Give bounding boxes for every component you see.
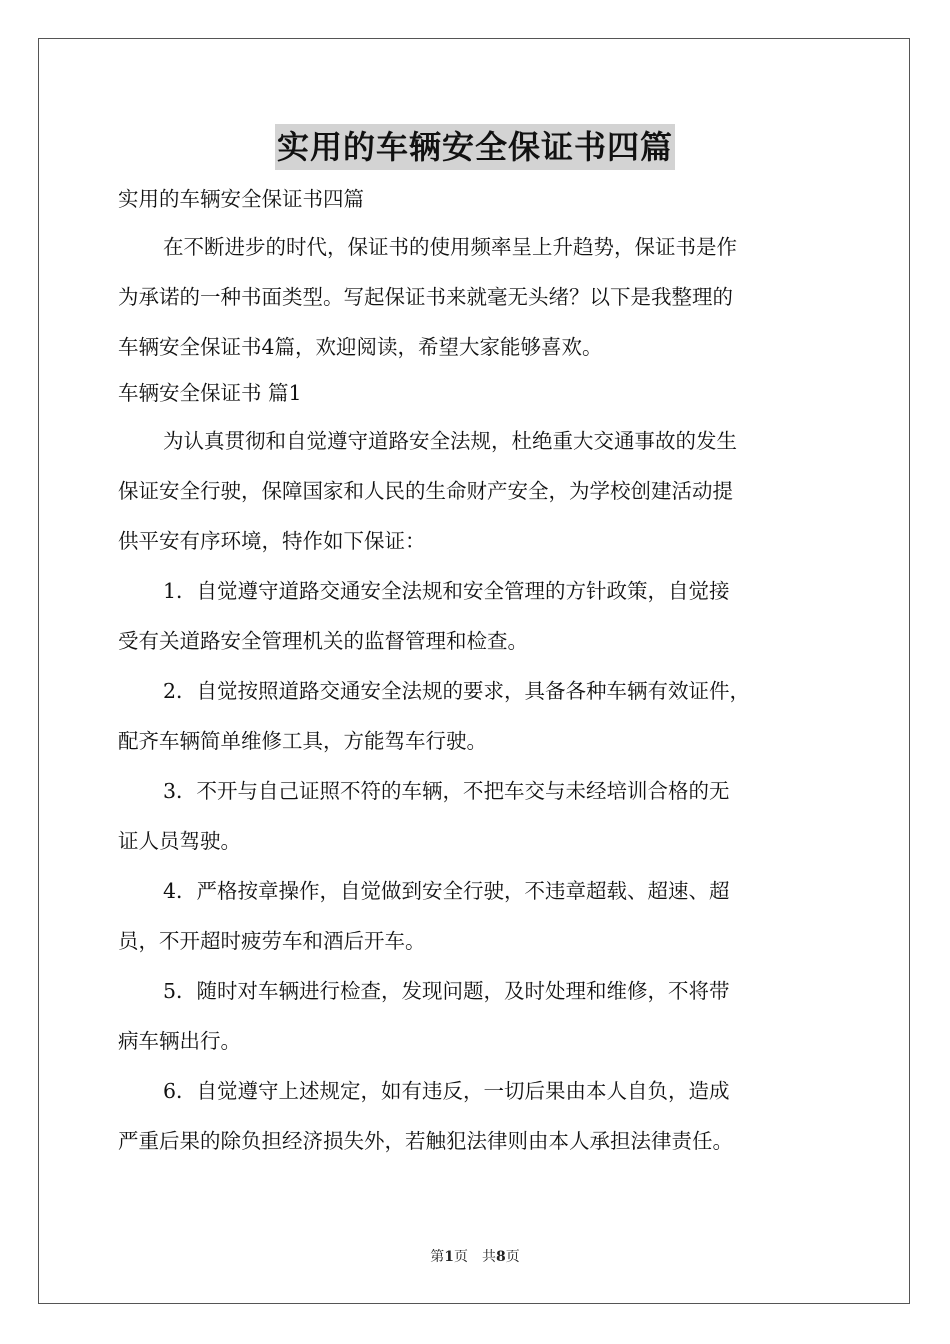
document-title: 实用的车辆安全保证书四篇 (275, 124, 675, 170)
subtitle: 实用的车辆安全保证书四篇 (118, 187, 364, 211)
text-line: 为承诺的一种书面类型。写起保证书来就毫无头绪？以下是我整理的 (118, 285, 733, 309)
intro-paragraph (118, 222, 834, 372)
text-line: 受有关道路安全管理机关的监督管理和检查。 (118, 629, 528, 653)
text-line: 在不断进步的时代，保证书的使用频率呈上升趋势，保证书是作 (163, 235, 737, 259)
text-line: 5．随时对车辆进行检查，发现问题，及时处理和维修，不将带 (163, 979, 730, 1003)
text-line: 车辆安全保证书4篇，欢迎阅读，希望大家能够喜欢。 (118, 335, 603, 359)
paragraph (118, 1066, 834, 1166)
text-line: 供平安有序环境，特作如下保证： (118, 529, 426, 553)
paragraph (118, 566, 834, 666)
paragraph (118, 416, 834, 566)
text-line: 保证安全行驶，保障国家和人民的生命财产安全，为学校创建活动提 (118, 479, 733, 503)
text-line: 2．自觉按照道路交通安全法规的要求，具备各种车辆有效证件， (163, 679, 751, 703)
text-line: 病车辆出行。 (118, 1029, 241, 1053)
text-line: 严重后果的除负担经济损失外，若触犯法律则由本人承担法律责任。 (118, 1129, 733, 1153)
text-line: 6．自觉遵守上述规定，如有违反，一切后果由本人自负，造成 (163, 1079, 730, 1103)
paragraph (118, 766, 834, 866)
paragraph (118, 666, 834, 766)
footer-page-number: 1 (444, 1249, 454, 1265)
page-footer (0, 1246, 950, 1266)
text-line: 证人员驾驶。 (118, 829, 241, 853)
footer-total-pages: 8 (496, 1249, 506, 1265)
footer-suffix: 页 (505, 1249, 520, 1265)
paragraph (118, 866, 834, 966)
text-line: 配齐车辆简单维修工具，方能驾车行驶。 (118, 729, 487, 753)
paragraph (118, 966, 834, 1066)
footer-middle: 页 共 (454, 1249, 496, 1265)
title-container (0, 124, 950, 170)
footer-prefix: 第 (430, 1249, 445, 1265)
text-line: 1．自觉遵守道路交通安全法规和安全管理的方针政策，自觉接 (163, 579, 730, 603)
text-line: 3．不开与自己证照不符的车辆，不把车交与未经培训合格的无 (163, 779, 730, 803)
document-body (118, 180, 834, 1166)
text-line: 为认真贯彻和自觉遵守道路安全法规，杜绝重大交通事故的发生 (163, 429, 737, 453)
section-heading: 车辆安全保证书 篇1 (118, 381, 302, 405)
text-line: 4．严格按章操作，自觉做到安全行驶，不违章超载、超速、超 (163, 879, 730, 903)
text-line: 员，不开超时疲劳车和酒后开车。 (118, 929, 426, 953)
